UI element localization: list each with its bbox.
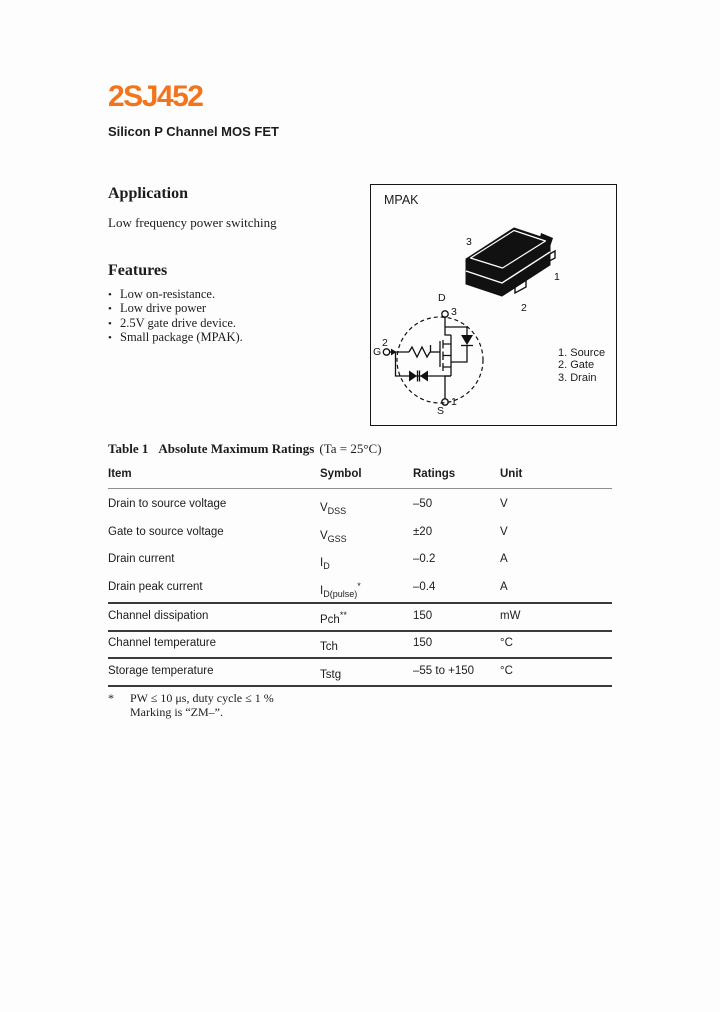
table-row: [108, 553, 612, 572]
bullet-icon: •: [108, 303, 112, 316]
table-row: [108, 665, 612, 679]
legend-line: 1. Source: [558, 347, 606, 359]
table-row: [108, 498, 612, 517]
cell-item: Drain to source voltage: [108, 498, 227, 510]
ratings-table: [108, 462, 612, 722]
application-text: Low frequency power switching: [108, 215, 277, 230]
cell-unit: °C: [500, 665, 513, 677]
gate-resistor: [409, 347, 430, 357]
legend-line: 3. Drain: [558, 371, 597, 384]
cell-item: Channel dissipation: [108, 610, 209, 622]
table-name: Absolute Maximum Ratings: [158, 441, 315, 456]
package-pin1-label: 1: [554, 271, 560, 283]
drain-terminal: [442, 311, 448, 317]
package-pin2-label: 2: [521, 302, 527, 314]
cell-unit: A: [500, 581, 508, 593]
cell-item: Storage temperature: [108, 665, 214, 677]
cell-rating: ±20: [413, 526, 433, 538]
table-rule: [108, 685, 612, 687]
column-header-symbol: Symbol: [320, 468, 362, 480]
feature-text: Low drive power: [120, 301, 207, 316]
package-name-label: MPAK: [384, 193, 419, 207]
footnote-marker: *: [108, 691, 114, 705]
cell-rating: –0.4: [413, 581, 436, 593]
cell-symbol: $V_{DSS}$: [320, 501, 347, 517]
cell-symbol: Tch: [320, 640, 338, 653]
feature-text: Low on-resistance.: [120, 287, 216, 301]
package-pin3-label: 3: [466, 236, 472, 248]
cell-symbol: $I_{D(pulse)}^*$: [320, 581, 361, 600]
feature-item: [108, 288, 243, 302]
table-rule: [108, 630, 612, 632]
application-heading: Application: [108, 185, 189, 202]
cell-item: Drain current: [108, 553, 175, 565]
cell-unit: mW: [500, 610, 521, 622]
cell-item: Gate to source voltage: [108, 526, 224, 538]
feature-text: 2.5V gate drive device.: [120, 315, 237, 330]
bullet-icon: •: [108, 332, 112, 345]
cell-rating: –50: [413, 498, 433, 510]
bullet-icon: •: [108, 289, 112, 301]
drain-pin-label: 3: [451, 306, 457, 318]
table-title: [108, 441, 382, 457]
feature-item: [108, 317, 243, 331]
cell-item: Drain peak current: [108, 581, 203, 593]
protection-diode-right: [420, 371, 428, 382]
cell-symbol: $V_{GSS}$: [320, 529, 347, 545]
feature-text: Small package (MPAK).: [120, 330, 243, 345]
bullet-icon: •: [108, 317, 112, 330]
footnote-line: PW ≤ 10 μs, duty cycle ≤ 1 %: [130, 691, 274, 705]
features-heading: Features: [108, 262, 168, 279]
table-row: [108, 526, 612, 545]
part-number-title: 2SJ452: [108, 80, 203, 113]
package-figure-box: [370, 184, 617, 426]
cell-rating: –55 to +150: [413, 665, 475, 677]
column-header-item: Item: [108, 468, 132, 480]
table-label: Table 1: [108, 441, 149, 456]
drain-label: D: [438, 292, 446, 304]
table-rule: [108, 602, 612, 604]
feature-item: [108, 302, 243, 316]
table-condition: (Ta = 25°C): [319, 441, 382, 456]
legend-line: 2. Gate: [558, 359, 595, 372]
cell-rating: –0.2: [413, 553, 436, 565]
cell-symbol: Pch**: [320, 610, 347, 626]
table-row: [108, 637, 612, 651]
column-header-unit: Unit: [500, 468, 523, 480]
gate-pin-label: 2: [382, 337, 388, 349]
table-rule: [108, 488, 612, 489]
pin-legend: [558, 347, 605, 384]
mosfet-schematic: [376, 291, 491, 416]
table-rule: [108, 657, 612, 659]
cell-unit: °C: [500, 637, 513, 649]
cell-item: Channel temperature: [108, 637, 217, 649]
cell-symbol: Tstg: [320, 668, 342, 681]
gate-label: G: [373, 346, 382, 358]
cell-unit: V: [500, 498, 508, 510]
feature-item: [108, 331, 243, 345]
cell-symbol: $I_D$: [320, 556, 330, 572]
footnote-line: Marking is “ZM–”.: [130, 705, 223, 719]
cell-rating: 150: [413, 610, 433, 622]
cell-unit: A: [500, 553, 508, 565]
cell-unit: V: [500, 526, 508, 538]
body-diode: [461, 335, 473, 345]
source-pin-label: 1: [451, 396, 457, 408]
features-list: [108, 288, 243, 346]
column-header-ratings: Ratings: [413, 468, 456, 480]
source-label: S: [437, 405, 445, 417]
cell-rating: 150: [413, 637, 433, 649]
subtitle: Silicon P Channel MOS FET: [108, 124, 279, 139]
gate-terminal: [383, 349, 389, 355]
protection-diode-left: [409, 371, 417, 382]
table-footnote: [108, 691, 612, 723]
table-row: [108, 610, 612, 624]
table-row: [108, 581, 612, 600]
